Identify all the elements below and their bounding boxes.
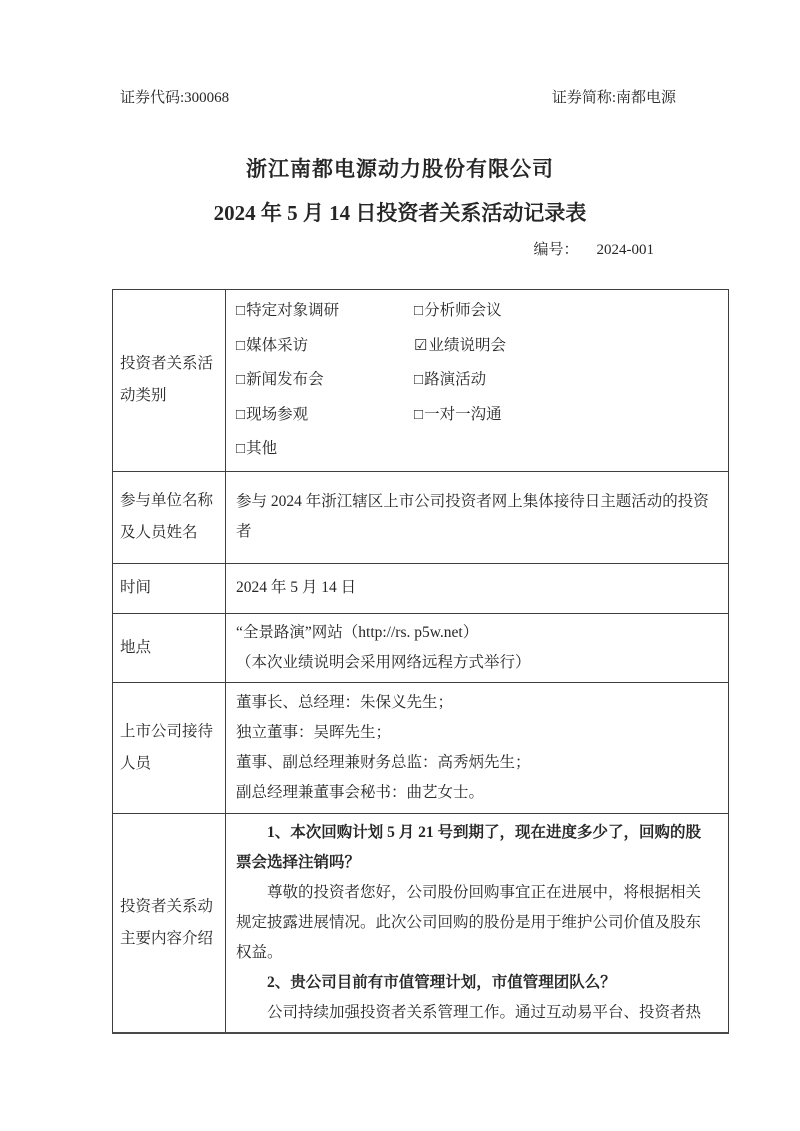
unchecked-checkbox-icon: □ [236, 372, 246, 388]
activity-option-label: 特定对象调研 [246, 302, 340, 319]
table-row-content [113, 813, 729, 1033]
activity-type-label: 投资者关系活动类别 [113, 290, 226, 472]
unchecked-checkbox-icon: □ [414, 406, 424, 423]
activity-option [236, 294, 414, 329]
participants-cell: 参与 2024 年浙江辖区上市公司投资者网上集体接待日主题活动的投资者 [226, 471, 729, 563]
table-row-time [113, 563, 729, 613]
location-line: （本次业绩说明会采用网络远程方式举行） [236, 653, 531, 671]
document-number-label: 编号： [533, 242, 579, 258]
reception-person-line: 副总经理兼董事会秘书：曲艺女士。 [236, 783, 485, 801]
reception-person-line: 独立董事：吴晖先生； [236, 723, 392, 741]
question-paragraph: 1、本次回购计划 5 月 21 号到期了，现在进度多少了，回购的股票会选择注销吗？ [236, 823, 702, 871]
participants-label: 参与单位名称及人员姓名 [113, 471, 226, 563]
stock-code: 证券代码:300068 [120, 90, 230, 106]
activity-option [236, 363, 414, 398]
activity-option-label: 现场参观 [246, 405, 309, 423]
company-title: 浙江南都电源动力股份有限公司 [246, 157, 554, 181]
content-label: 投资者关系动主要内容介绍 [113, 813, 226, 1033]
unchecked-checkbox-icon: □ [236, 303, 246, 319]
time-cell: 2024 年 5 月 14 日 [226, 563, 729, 613]
activity-option [236, 398, 414, 433]
unchecked-checkbox-icon: □ [236, 337, 246, 354]
location-label: 地点 [113, 613, 226, 682]
activity-option-checked [414, 329, 714, 364]
content-cell [226, 813, 729, 1033]
table-row-reception [113, 682, 729, 813]
activity-option-label: 媒体采访 [246, 336, 309, 354]
location-cell [226, 613, 729, 682]
unchecked-checkbox-icon: □ [236, 406, 246, 423]
document-number [0, 240, 800, 260]
time-label: 时间 [113, 563, 226, 613]
unchecked-checkbox-icon: □ [414, 303, 424, 319]
unchecked-checkbox-icon: □ [414, 372, 424, 388]
activity-type-options [236, 294, 714, 467]
activity-option [236, 329, 414, 364]
document-number-value: 2024-001 [596, 242, 654, 258]
table-row-participants [113, 471, 729, 563]
answer-paragraph: 尊敬的投资者您好，公司股份回购事宜正在进展中，将根据相关规定披露进展情况。此次公司回购的股份是用于维护公司价值及股东权益。 [236, 883, 702, 961]
unchecked-checkbox-icon: □ [236, 441, 246, 457]
reception-person-line: 董事长、总经理：朱保义先生； [236, 693, 454, 711]
activity-option-label: 路演活动 [424, 371, 487, 388]
checked-checkbox-icon: ☑ [414, 337, 428, 354]
question-paragraph: 2、贵公司目前有市值管理计划，市值管理团队么？ [267, 973, 616, 991]
activity-option-label: 分析师会议 [424, 302, 502, 319]
document-title: 2024 年 5 月 14 日投资者关系活动记录表 [213, 201, 587, 225]
reception-label: 上市公司接待人员 [113, 682, 226, 813]
activity-option-label: 新闻发布会 [246, 371, 324, 388]
activity-option-label: 业绩说明会 [428, 336, 506, 354]
reception-person-line: 董事、副总经理兼财务总监：高秀炳先生； [236, 753, 531, 771]
activity-option [414, 398, 714, 433]
activity-option [414, 294, 714, 329]
stock-name: 证券简称:南都电源 [551, 90, 676, 106]
answer-paragraph: 公司持续加强投资者关系管理工作。通过互动易平台、投资者热 [267, 1003, 702, 1021]
activity-option-label: 其他 [246, 440, 278, 457]
table-row-location [113, 613, 729, 682]
location-line: “全景路演”网站（http://rs. p5w.net） [236, 623, 479, 641]
activity-option [414, 363, 714, 398]
activity-type-cell [226, 290, 729, 472]
record-table [112, 289, 729, 1034]
activity-option-label: 一对一沟通 [424, 405, 502, 423]
table-row-activity-type [113, 290, 729, 472]
securities-header [0, 0, 800, 108]
activity-option [236, 432, 414, 467]
reception-cell [226, 682, 729, 813]
